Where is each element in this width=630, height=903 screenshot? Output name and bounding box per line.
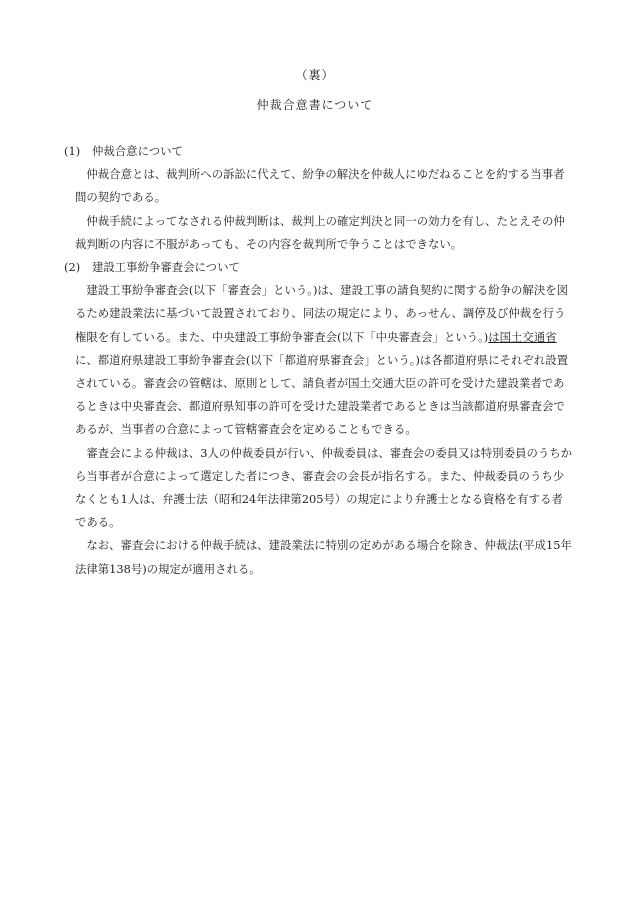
section-1-title: 仲裁合意について xyxy=(92,144,183,158)
section-2-paragraph-1-part-a: 建設工事紛争審査会(以下「審査会」という。)は、建設工事の請負契約に関する紛争の解決を図るため建設業法に基づいて設置されており、同法の規定により、あっせん、調停及び仲裁を行う権限を有している。また、中央建設工事紛争審査会(以下「中央審査会」という。) xyxy=(75,283,568,344)
underlined-text: は国土交通省 xyxy=(488,329,557,344)
section-1-paragraph-2: 仲裁手続によってなされる仲裁判断は、裁判上の確定判決と同一の効力を有し、たとえその仲裁判断の内容に不服があっても、その内容を裁判所で争うことはできない。 xyxy=(75,213,565,251)
section-2-title: 建設工事紛争審査会について xyxy=(92,260,240,275)
section-2-paragraph-1-part-b: に、都道府県建設工事紛争審査会(以下「都道府県審査会」という。)は各都道府県にそれぞれ設置されている。審査会の管轄は、原則として、請負者が国土交通大臣の許可を受けた建設業者であるときは中央審査会、都道府県知事の許可を受けた建設業者であるときは当該都道府県審査会であるが、当事者の合意によって管轄審査会を定めることもできる。 xyxy=(75,352,568,437)
document-body xyxy=(64,140,574,581)
section-2-paragraph-2: 審査会による仲裁は、3人の仲裁委員が行い、仲裁委員は、審査会の委員又は特別委員のうちから当事者が合意によって選定した者につき、審査会の会長が指名する。また、仲裁委員のうち少なくとも1人は、弁護士法（昭和24年法律第205号）の規定により弁護士となる資格を有する者である。 xyxy=(75,445,573,530)
section-2-number: (2) xyxy=(64,260,81,275)
page-marker: （裏） xyxy=(295,68,335,82)
section-2-paragraph-1 xyxy=(64,279,574,441)
section-2-paragraph-3: なお、審査会における仲裁手続は、建設業法に特別の定めがある場合を除き、仲裁法(平成15年法律第138号)の規定が適用される。 xyxy=(75,538,572,576)
section-2-heading xyxy=(64,256,574,279)
section-1-number: (1) xyxy=(64,144,81,158)
section-1-paragraph-1: 仲裁合意とは、裁判所への訴訟に代えて、紛争の解決を仲裁人にゆだねることを約する当事者間の契約である。 xyxy=(75,167,565,205)
page-title: 仲裁合意書について xyxy=(256,98,374,112)
section-1-heading xyxy=(64,140,574,163)
